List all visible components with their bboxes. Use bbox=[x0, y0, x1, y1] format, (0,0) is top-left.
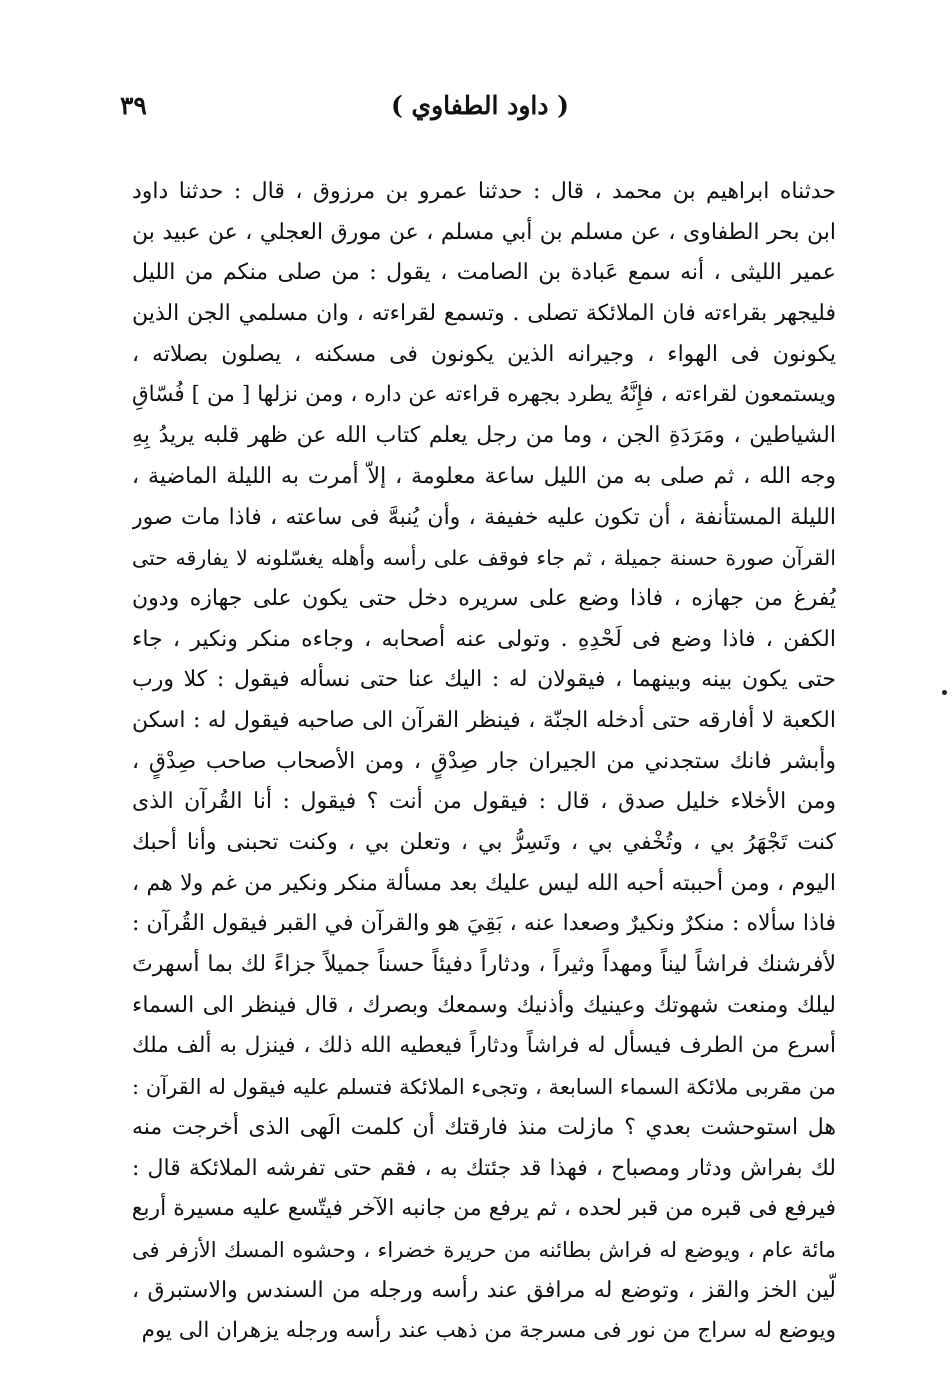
running-title: ( داود الطفاوي ) bbox=[390, 91, 570, 120]
text-line: وأبشر فانك ستجدني من الجيران جار صِدْقٍ ، ومن الأصحاب صاحب صِدْقٍ ، bbox=[132, 748, 836, 774]
margin-speck bbox=[942, 690, 947, 695]
text-line: الليلة المستأنفة ، أن تكون عليه خفيفة ، وأن يُنبهَّ فى ساعته ، فاذا مات صور bbox=[132, 504, 836, 530]
text-line: من مقربى ملائكة السماء السابعة ، وتجىء الملائكة فتسلم عليه فيقول له القرآن : bbox=[132, 1075, 836, 1100]
text-line: القرآن صورة حسنة جميلة ، ثم جاء فوقف على رأسه وأهله يغسّلونه لا يفارقه حتى bbox=[132, 546, 836, 571]
page-number: ٣٩ bbox=[120, 91, 147, 120]
text-line: الكعبة لا أفارقه حتى أدخله الجنّة ، فينظر القرآن الى صاحبه فيقول له : اسكن bbox=[132, 707, 836, 733]
text-line: يكونون فى الهواء ، وجيرانه الذين يكونون فى مسكنه ، يصلون بصلاته ، bbox=[132, 341, 836, 367]
text-line: فيرفع فى قبره من قبر لحده ، ثم يرفع من جانبه الآخر فيتّسع عليه مسيرة أربع bbox=[132, 1196, 836, 1222]
body-text bbox=[132, 172, 836, 1352]
text-line: ابن بحر الطفاوى ، عن مسلم بن أبي مسلم ، عن مورق العجلي ، عن عبيد بن bbox=[132, 219, 836, 245]
text-line: ومن الأخلاء خليل صدق ، قال : فيقول من أنت ؟ فيقول : أنا القُرآن الذى bbox=[132, 789, 836, 815]
text-line: لك بفراش ودثار ومصباح ، فهذا قد جئتك به ، فقم حتى تفرشه الملائكة قال : bbox=[132, 1155, 836, 1181]
text-line: ليلك ومنعت شهوتك وعينيك وأذنيك وسمعك وبصرك ، قال فينظر الى السماء bbox=[132, 992, 836, 1018]
text-line: مائة عام ، ويوضع له فراش بطائنه من حريرة خضراء ، وحشوه المسك الأزفر فى bbox=[132, 1237, 836, 1262]
text-line: كنت تَجْهَرُ بي ، وتُخْفي بي ، وتَسِرُّ بي ، وتعلن بي ، وكنت تحبنى وأنا أحبك bbox=[132, 830, 836, 855]
text-line: فاذا سألاه : منكرٌ ونكيرٌ وصعدا عنه ، بَقِيَ هو والقرآن في القبر فيقول القُرآن : bbox=[132, 911, 836, 937]
text-line: وجه الله ، ثم صلى به من الليل ساعة معلومة ، إلاّ أمرت به الليلة الماضية ، bbox=[132, 463, 836, 489]
text-line: الكفن ، فاذا وضع فى لَحْدِهِ . وتولى عنه أصحابه ، وجاءه منكر ونكير ، جاء bbox=[132, 626, 836, 652]
text-line: ويستمعون لقراءته ، فإِنَّهُ يطرد بجهره قراءته عن داره ، ومن نزلها [ من ] فُسّاقِ bbox=[132, 382, 836, 408]
text-line: فليجهر بقراءته فان الملائكة تصلى . وتسمع لقراءته ، وان مسلمي الجن الذين bbox=[132, 301, 836, 327]
text-line: أسرع من الطرف فيسأل له فراشاً ودثاراً فيعطيه الله ذلك ، فينزل به ألف ملك bbox=[132, 1033, 836, 1059]
text-line: حدثناه ابراهيم بن محمد ، قال : حدثنا عمرو بن مرزوق ، قال : حدثنا داود bbox=[132, 179, 836, 204]
text-line: لّين الخز والقز ، وتوضع له مرافق عند رأسه ورجله من السندس والاستبرق ، bbox=[132, 1277, 836, 1303]
text-line: يُفرغ من جهازه ، فاذا وضع على سريره دخل حتى يكون على جهازه ودون bbox=[132, 585, 836, 611]
page-header bbox=[120, 86, 840, 126]
text-line: عمير الليثى ، أنه سمع عَبادة بن الصامت ، يقول : من صلى منكم من الليل bbox=[132, 260, 836, 286]
text-line: اليوم ، ومن أحببته أحبه الله ليس عليك بعد مسألة منكر ونكير من غم ولا هم ، bbox=[132, 870, 836, 896]
text-line: هل استوحشت بعدي ؟ مازلت منذ فارقتك أن كلمت الَهى الذى أخرجت منه bbox=[132, 1114, 836, 1140]
text-line: الشياطين ، ومَرَدَةِ الجن ، وما من رجل يعلم كتاب الله عن ظهر قلبه يريدُ بِهِ bbox=[132, 423, 836, 449]
text-line: لأفرشنك فراشاً ليناً ومهداً وثيراً ، ودثاراً دفيئاً حسناً جميلاً جزاءً لك بما أسهرتَ bbox=[132, 952, 836, 978]
text-line: حتى يكون بينه وبينهما ، فيقولان له : اليك عنا حتى نسأله فيقول : كلا ورب bbox=[132, 667, 836, 693]
text-line: ويوضع له سراج من نور فى مسرجة من ذهب عند رأسه ورجله يزهران الى يوم bbox=[141, 1318, 836, 1344]
